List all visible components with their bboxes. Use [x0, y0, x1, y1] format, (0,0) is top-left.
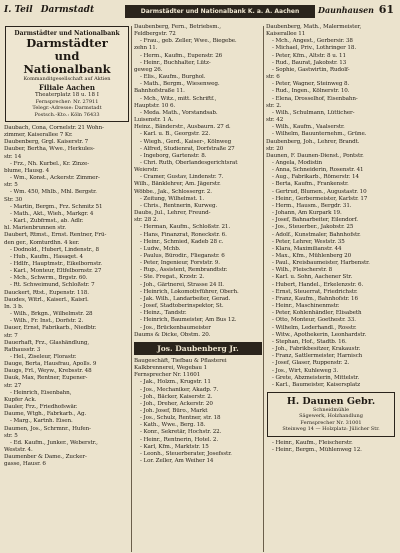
ad-telegram: Telegr.-Adresse: Darmstadt	[32, 105, 102, 111]
directory-entry: Dauler, Frz., Friedhofswär.	[4, 404, 78, 411]
directory-entry: den ger., Komturdhn. 4 ker.	[4, 239, 80, 246]
entry-list	[134, 358, 262, 465]
directory-entry: Daums & Dicke, Obstm. 20.	[134, 331, 211, 338]
directory-entry: Kupfer Ack.	[4, 396, 37, 403]
directory-entry: Daubenberg, Math., Malermeister,	[266, 24, 362, 30]
directory-entry: Kaiserallee 11	[266, 31, 306, 38]
directory-entry: - Jos., Wirt, Kuhleweg 3.	[272, 367, 339, 374]
directory-entry: - Aug., Fabrikarb., Römerstr. 14	[272, 174, 359, 181]
directory-entry: - Herman, Kaufm., Schloßstr. 21.	[140, 224, 231, 231]
directory-entry: - Hubert, Handel., Erkelenzstr. 6.	[272, 281, 364, 288]
directory-entry: gasse, Hausr. 6	[4, 461, 46, 468]
directory-entry: - Witw., Apothekerin, Leonhardstr.	[272, 331, 367, 338]
directory-entry: - Stephan, Hof., Stadtb. 16.	[272, 338, 347, 345]
header-ad-band: Darmstädter und Nationalbank K. a. A. Aachen	[125, 5, 315, 18]
directory-entry: - Chri. Ruth, Oberlandesgerichtsrat	[140, 159, 238, 166]
entry-columns	[4, 24, 396, 552]
end-keyword: Daunhausen	[318, 5, 374, 15]
directory-entry: - Karl., Monteur, Eltfelbornstr. 27	[10, 268, 102, 275]
directory-entry: - Peter, Kohlenhändler, Elisabeth	[272, 310, 362, 317]
ad-branch: Filiale Aachen	[39, 82, 95, 92]
directory-entry: - Wilhelm, Lederhandl., Rosstr.	[272, 324, 357, 331]
directory-entry: Dauerhaft, Frz., Glashändlung,	[4, 339, 89, 346]
directory-entry: Baugeschäft, Tiefbau & Pflasterei	[134, 357, 227, 364]
directory-entry: Weststr. 4.	[4, 447, 33, 454]
directory-entry: - Jos., Brückenbaumeister	[140, 324, 211, 331]
ad-phone: Fernsprecher: Nr. 27911	[35, 98, 99, 105]
start-keyword: Darmstadt	[40, 5, 95, 15]
directory-entry: Daunen, F. Daunen-Dienst., Pontstr.	[266, 152, 364, 159]
directory-entry: - Ingeborg, Gartenstr. 8.	[140, 152, 207, 159]
directory-entry: - Josef, Bahnarbeiter, Eilendorf.	[272, 217, 358, 224]
entry-list	[4, 125, 130, 469]
directory-entry: Luisenstr. 1 A.	[134, 117, 174, 124]
directory-entry: - Math., Akt., Wieh., Markgr. 4	[10, 210, 94, 217]
entry-list	[266, 440, 396, 454]
directory-entry: - Karl. u. B., Georgstr. 22.	[140, 131, 211, 138]
directory-entry: Daume, Wtgh., Fabrkarb., Ag.	[4, 411, 87, 418]
ad-address: Theaterplatz 18 u. 18 I	[35, 91, 99, 98]
directory-entry: Feldbergstr. 72	[134, 31, 176, 38]
directory-entry: - Franz, Sattlermeister, Harnisch	[272, 353, 363, 360]
directory-entry: - Hans, Finanzrat, Roneckstr. 6.	[140, 231, 227, 238]
directory-entry: - Hub., Kaufm., Hasaqet. 4	[10, 253, 83, 260]
column-1	[4, 24, 130, 552]
entry-list	[266, 24, 396, 389]
directory-entry: Rathausstr. 3	[4, 346, 41, 353]
directory-entry: - Jos., Schulz, Rentner, str. 18	[140, 415, 221, 422]
directory-entry: Daubenberg, Grgl. Kaiserstr. 7	[4, 139, 89, 146]
directory-entry: - Martin, Bergm., Frz. Schmitz 51	[10, 203, 103, 210]
directory-entry: - Angela, Modistin	[272, 159, 323, 166]
directory-entry: - Math., Bergm., Wiesenweg.	[140, 81, 220, 88]
directory-entry: - Wilh., Fleischerstr. 8	[272, 267, 333, 274]
directory-entry: Weierstr.	[134, 167, 159, 174]
company-banner: Jos. Daubenberg Jr.	[134, 342, 262, 355]
directory-entry: - Wilhelm, Bauunternehm., Grüne.	[272, 131, 367, 138]
directory-entry: - Joh., Gärtnerei, Strasse 24 II.	[140, 281, 224, 288]
directory-entry: - Joh., Fabrikbesitzer, Krakaustr.	[272, 346, 361, 353]
directory-entry: Daumenber & Dame., Zucker-	[4, 454, 87, 461]
directory-entry: Wöbbe., Jak., Schlossergr. 2.	[134, 188, 212, 195]
directory-entry: geweg 26.	[134, 66, 163, 73]
ad-subtitle: Kommanditgesellschaft auf Aktien	[23, 76, 111, 82]
directory-entry: - Berta, Kaufm., Frankenstr.	[272, 181, 349, 188]
part-number: I. Teil	[4, 5, 33, 15]
column-divider	[131, 26, 132, 552]
ad-name-line-2: und	[54, 49, 80, 63]
directory-entry: zimmer, Kaiserallee 7 Kr.	[4, 132, 73, 139]
directory-entry: str. 5	[4, 432, 18, 439]
directory-entry: Daubenberg, Joh., Lehrer, Brandt.	[266, 138, 360, 145]
directory-entry: - Max., Kfm., Mühlenberg 20	[272, 253, 352, 259]
directory-entry: - Chris., Rentnerin, Kurweg.	[140, 202, 218, 209]
directory-entry: - Rud., Baurat, Jakobstr. 13	[272, 59, 347, 66]
ad-heading: Darmstädter und Nationalbank	[14, 30, 120, 37]
part-label	[4, 5, 94, 15]
directory-entry: - Josef, Stadtoberinspektor, St.	[140, 303, 224, 310]
directory-entry: - Jak. Wilh., Landarbeiter, Gerad.	[140, 295, 231, 302]
directory-entry: - Franz, Kaufm., Bahnhofstr. 16	[272, 295, 358, 302]
directory-entry: - Ernst, Steuerrat, Friedrichstr.	[272, 288, 358, 295]
directory-entry: - Wm., Konst., Ackerstr. Zimmer-	[10, 175, 100, 182]
directory-entry: - Karl, Kfm., Marktstr. 15	[140, 443, 209, 450]
directory-entry: - Ed. Kaufm., Junker., Weberstr.,	[10, 439, 98, 446]
directory-entry: - Elena, Drosselhof, Eisenbahn-	[272, 95, 358, 102]
directory-entry: Daubert, Rtmst., Ernst. Rentner, Frü-	[4, 232, 107, 239]
directory-entry: - Meda. Math., Vorstandsab.	[140, 109, 218, 116]
directory-entry: - Wilh., Brkgn., Wilhelmstr. 28	[10, 311, 93, 318]
directory-entry: - Heinr., Rentnerin, Hotel. 2.	[140, 436, 219, 443]
directory-entry: - Ludw., Mchb.	[140, 245, 181, 252]
directory-entry: - Peter, Lehrer, Weststr. 35	[272, 238, 345, 245]
directory-entry: - Heinrich, Eisenbahn,	[10, 389, 72, 396]
directory-entry: - Rt. Schweimund, Schloßstr. 7	[10, 282, 95, 289]
directory-entry: - Lor. Zeller, Am Weiher 14	[140, 458, 214, 465]
page-number: 61	[378, 3, 394, 16]
directory-entry: str. 28 2.	[134, 217, 158, 224]
directory-entry: - Gertrud, Blumen., Augustastr. 10	[272, 188, 367, 195]
directory-entry: Daugs, Frl., Weyw., Krebsstr. 48	[4, 368, 92, 375]
ad-subtitle: Schneidmühle	[312, 406, 350, 413]
directory-entry: zehn 11.	[134, 45, 158, 52]
entry-list	[134, 24, 262, 339]
column-divider	[263, 26, 264, 552]
directory-entry: - Jak., Holzm., Krugstr. 11	[140, 379, 211, 386]
directory-entry: Dauber, Bertha, Wwe., Herkules-	[4, 146, 95, 153]
directory-entry: - Heinrich, Baumeister, Am Bus 12.	[140, 317, 237, 324]
directory-entry: - Rud., Ingen., Kölnerstr. 10.	[272, 88, 350, 95]
directory-entry: str. 2.	[266, 102, 282, 109]
directory-entry: - Wilh., Kaufm., Vaalserstr.	[272, 124, 345, 131]
directory-entry: Dauckert, Rtst., Eupenstr. 118.	[4, 289, 89, 296]
directory-entry: - Jos., Mechaniker, Akadp. 7.	[140, 386, 219, 393]
directory-entry: - Konr., Sekretär, Hochstr. 22.	[140, 429, 222, 436]
directory-entry: - Josef, Glaser, Ruppenstr. 2.	[272, 360, 350, 367]
directory-entry: - Heinrich, Lokomotivführer, Oberh.	[140, 288, 239, 295]
directory-entry: - Paul., Kreisbaumeister, Harbenstr.	[272, 260, 370, 267]
directory-entry: Dauer, Ernst, Fabrikarb., Niedbtr.	[4, 325, 97, 332]
directory-entry: Daubs, Jul., Lehrer, Freund-	[134, 210, 211, 217]
directory-entry: - Joh., Dreher, Ackerstr. 20	[140, 400, 213, 407]
directory-entry: Wilh., Bänklehrer, Am. Jägerstr.	[134, 181, 221, 188]
directory-entry: - Ste. Fregat., Krzstr. 2.	[140, 274, 205, 281]
directory-entry: - Mch., Witz., mitt. Schriftf.,	[140, 95, 217, 102]
directory-entry: - Heinr., Maschinenmstr.	[272, 303, 340, 310]
directory-entry: blume, Hausg. 4	[4, 167, 50, 174]
directory-entry: str. 14	[4, 153, 22, 160]
ad-address: Steinweg 14 — Holzplatz: Jülicher Str.	[282, 426, 380, 433]
ad-name: H. Daunen Gebr.	[286, 395, 376, 407]
directory-entry: - Heinr., Schmied, Kadeb 28 c.	[140, 238, 224, 245]
directory-entry: - Kath., Wwe., Berg. 18.	[140, 422, 206, 429]
directory-entry: - Cramer, Gustav, Lindenstr. 7.	[140, 174, 224, 181]
directory-entry: - Frau., geb. Zeller, Wwe., Biegebe.	[140, 38, 237, 45]
directory-entry: - Dodnold., Hubert, Lindenstr., 8	[10, 246, 99, 253]
directory-entry: - Jos., Steuerber., Jakobstr. 25	[272, 224, 354, 231]
page-header	[0, 0, 400, 22]
directory-entry: - Otto, Monteur, Goethestr. 33.	[272, 317, 356, 324]
ad-name-line-1: Darmstädter	[26, 36, 108, 50]
directory-entry: - Adolf., Kunstmaler, Bahnhofstr.	[272, 231, 361, 238]
directory-entry: - Joh., Bäcker, Kaiserstr. 2.	[140, 393, 213, 400]
directory-entry: - Peter, Ingenieur, Forststr. 9.	[140, 260, 220, 267]
directory-entry: - Peter, Wagner, Steinweg 8.	[272, 81, 350, 88]
bank-advertisement	[5, 26, 129, 122]
directory-entry: Daudes, Witrl., Kaiserl., Kaisrl.	[4, 296, 89, 303]
directory-entry: Heinz., Bänderstr., Ausbaurn. 27 d.	[134, 124, 231, 131]
directory-entry: - Leonh., Steuerberater, Josefsstr.	[140, 450, 232, 457]
directory-entry: str. 7	[4, 332, 18, 339]
directory-entry: - Alfred, Studienrat, Dorfstraße 27	[140, 145, 235, 152]
directory-entry: Dauge, Berta, Hausfrau, Apolls. 9	[4, 361, 97, 368]
directory-entry: - Wilh., Fr. Inst., Dorfstr. 2.	[10, 318, 84, 325]
column-2	[134, 24, 262, 552]
directory-entry: str. 5	[4, 182, 18, 189]
directory-entry: - Elis., Kaufm., Burghol.	[140, 74, 206, 81]
directory-entry: - Heinr., Buchhalter, Lütz-	[140, 59, 211, 66]
ad-name-line-3: Nationalbank	[23, 62, 111, 76]
directory-entry: str. 27	[4, 382, 22, 389]
directory-entry: - Herm., Kaufm., Eupenstr. 26	[140, 52, 223, 59]
directory-entry: - Frz., Nh. Kurbel., Kr. Zinze-	[10, 160, 90, 167]
directory-entry: Daubenberg, Fern., Betriebsm.,	[134, 24, 221, 30]
directory-entry: - Wiegh., Gerd., Kaiser-, Kölnweg	[140, 138, 232, 145]
directory-entry: Daumen, Jos., Schrmnr., Hufen-	[4, 425, 91, 432]
directory-entry: - Karl. u. Sohn, Aachener Str.	[272, 274, 353, 281]
directory-entry: - Marg., Kartnh. Eisen.	[10, 418, 73, 425]
directory-entry: - Heinr., Gerbermeister, Karlstr. 17	[272, 195, 368, 202]
ad-account: Postsch.-Kto.: Köln 76433	[34, 111, 100, 118]
directory-entry: - Klara, Maximilianstr. 44	[272, 245, 342, 252]
directory-entry: str. 42	[266, 117, 284, 124]
directory-entry: Daubach, Cona, Cornelstr. 21 Wohn-	[4, 125, 104, 131]
ad-line: Sägewerk, Holzhandlung	[299, 413, 363, 420]
directory-entry: Dauk, Max, Rentner, Eupener-	[4, 375, 88, 382]
directory-entry: - Heinr., Kaufm., Fleischerstr.	[272, 439, 353, 446]
directory-entry: - Mch., Angest., Gerbersir. 38	[272, 38, 353, 45]
column-3	[266, 24, 396, 552]
directory-entry: - Michael, Priv., Lothringer 18.	[272, 45, 357, 52]
directory-entry: - Zeitung, Wilhelmst. 1.	[140, 195, 205, 202]
directory-entry: - Karl., Baumeister, Kaisersplatz	[272, 381, 361, 388]
directory-entry: Kalkbrennerei, Wegebau 1	[134, 365, 208, 372]
directory-entry: - Grete, Abzmeisterin, Mittelstr.	[272, 374, 360, 381]
directory-entry: - Johann, Am Kurpark 19.	[272, 210, 342, 217]
directory-entry: Fernsprecher Nr. 11601	[134, 372, 201, 379]
directory-entry: - Wilh., Schulmann, Lütticher-	[272, 109, 355, 116]
directory-entry: - Paulus, Bürodir., Flieganstr. 6	[140, 253, 225, 259]
directory-entry: hl. Marienbrunnen str.	[4, 225, 66, 232]
directory-entry: Str. 30	[4, 196, 23, 203]
directory-entry: - Heinr., Bergm., Mühlenweg 12.	[272, 447, 362, 454]
directory-entry: - Heinz., Tandstr.	[140, 310, 187, 317]
directory-entry: - Joh. Josef, Büro., Markt	[140, 407, 208, 414]
directory-entry: - Mch., Schwrm., Brgstr. 60.	[10, 275, 88, 282]
directory-entry: - Sophie, Gastwirtin, Rudolf-	[272, 66, 350, 73]
directory-entry: - Rup., Assistent, Rembrandtstr.	[140, 267, 228, 274]
directory-entry: Hauptstr. 10 6.	[134, 102, 176, 109]
sawmill-advertisement	[267, 392, 395, 437]
directory-entry: Bahnhofstraße 11.	[134, 88, 185, 95]
directory-entry: - Hdlfr., Hauptmstr., Eikelbornstr.	[10, 260, 102, 267]
directory-entry: str. 20	[266, 145, 284, 152]
directory-entry: - Wm. 450, Mhlb., Mhl. Bergstr.	[10, 189, 97, 196]
directory-entry: In. 3 b.	[4, 303, 24, 310]
directory-entry: - Peter, Kfm., Altstr. 8 u. 11	[272, 52, 346, 59]
directory-entry: - Karl., Zubfrmst., ab. Adlr.	[10, 218, 84, 225]
directory-entry: str. 6	[266, 74, 280, 81]
directory-entry: - Hel., Ziseleur, Florastr.	[10, 354, 77, 360]
directory-entry: - Herm., Hausm., Bergdr. 31.	[272, 202, 352, 209]
ad-phone: Fernsprecher Nr. 31001	[300, 419, 362, 426]
directory-entry: - Anna, Schneiderin, Rosenstr. 41	[272, 167, 364, 174]
